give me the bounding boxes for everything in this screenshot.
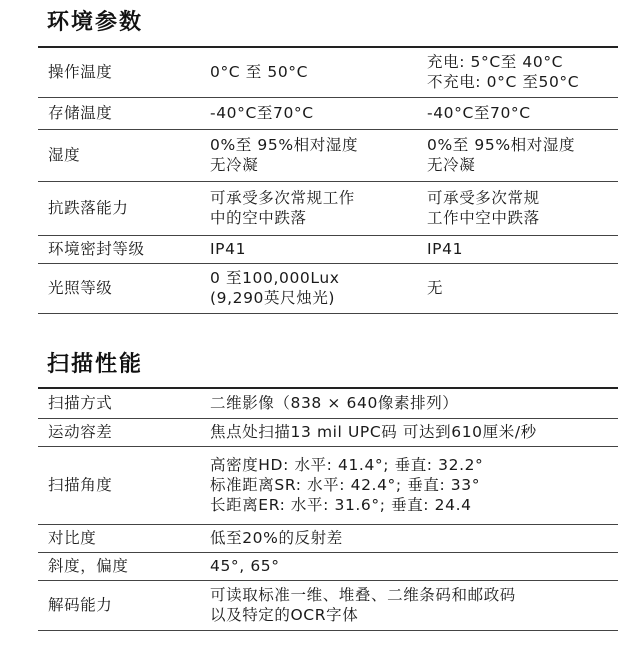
table-row bbox=[38, 552, 618, 580]
cell-col1 bbox=[200, 263, 417, 313]
cell-value bbox=[200, 446, 618, 524]
row-label: 运动容差 bbox=[48, 423, 113, 441]
row-label: 解码能力 bbox=[48, 596, 113, 614]
cell-col2 bbox=[417, 47, 618, 97]
table-row bbox=[38, 129, 618, 181]
table-row bbox=[38, 235, 618, 263]
row-label: 湿度 bbox=[48, 146, 81, 164]
cell-col2 bbox=[417, 235, 618, 263]
cell-col1 bbox=[200, 47, 417, 97]
table-row bbox=[38, 263, 618, 313]
env-section-title: 环境参数 bbox=[47, 10, 144, 35]
cell-line: 充电: 5°C至 40°C bbox=[427, 53, 564, 72]
cell-col2 bbox=[417, 129, 618, 181]
cell-line: 中的空中跌落 bbox=[210, 209, 307, 227]
cell-line: 不充电: 0°C 至50°C bbox=[427, 73, 580, 92]
cell-line: 低至20%的反射差 bbox=[210, 529, 343, 547]
cell-line: 0°C 至 50°C bbox=[210, 63, 309, 82]
cell-col2 bbox=[417, 181, 618, 235]
cell-line: 可承受多次常规工作 bbox=[210, 189, 355, 207]
row-label: 环境密封等级 bbox=[48, 240, 145, 258]
cell-line: 无冷凝 bbox=[210, 156, 259, 174]
scan-section-title: 扫描性能 bbox=[47, 352, 144, 377]
cell-col1 bbox=[200, 129, 417, 181]
cell-col1 bbox=[200, 235, 417, 263]
row-label: 操作温度 bbox=[48, 63, 113, 82]
scan-table bbox=[38, 387, 618, 631]
cell-line: 二维影像（838 × 640像素排列） bbox=[210, 394, 459, 413]
cell-value bbox=[200, 418, 618, 446]
cell-value bbox=[200, 524, 618, 552]
cell-line: 长距离ER: 水平: 31.6°; 垂直: 24.4 bbox=[210, 496, 472, 514]
env-table bbox=[38, 46, 618, 314]
row-label: 对比度 bbox=[48, 529, 97, 547]
cell-line: 标准距离SR: 水平: 42.4°; 垂直: 33° bbox=[210, 476, 481, 494]
cell-line: 工作中空中跌落 bbox=[427, 209, 540, 227]
cell-line: -40°C至70°C bbox=[210, 104, 314, 122]
row-label: 扫描方式 bbox=[48, 394, 113, 413]
table-row bbox=[38, 580, 618, 630]
cell-value bbox=[200, 552, 618, 580]
cell-line: 45°, 65° bbox=[210, 557, 280, 575]
cell-col1 bbox=[200, 181, 417, 235]
table-row bbox=[38, 446, 618, 524]
table-row bbox=[38, 418, 618, 446]
table-row bbox=[38, 181, 618, 235]
cell-line: 0 至100,000Lux bbox=[210, 269, 340, 287]
cell-line: 无冷凝 bbox=[427, 156, 476, 174]
cell-col1 bbox=[200, 97, 417, 129]
cell-line: 可承受多次常规 bbox=[427, 189, 540, 207]
cell-line: 焦点处扫描13 mil UPC码 可达到610厘米/秒 bbox=[210, 423, 537, 441]
cell-line: 无 bbox=[427, 279, 444, 297]
table-row bbox=[38, 388, 618, 418]
table-row bbox=[38, 47, 618, 97]
cell-line: IP41 bbox=[210, 240, 247, 258]
cell-value bbox=[200, 580, 618, 630]
cell-line: (9,290英尺烛光) bbox=[210, 289, 336, 307]
row-label: 扫描角度 bbox=[48, 476, 113, 494]
cell-col2 bbox=[417, 263, 618, 313]
cell-line: 可读取标准一维、堆叠、二维条码和邮政码 bbox=[210, 586, 516, 604]
cell-line: 高密度HD: 水平: 41.4°; 垂直: 32.2° bbox=[210, 456, 484, 474]
cell-line: 0%至 95%相对湿度 bbox=[427, 136, 576, 154]
row-label: 光照等级 bbox=[48, 279, 113, 297]
cell-line: 0%至 95%相对湿度 bbox=[210, 136, 359, 154]
cell-line: IP41 bbox=[427, 240, 464, 258]
row-label: 斜度，偏度 bbox=[48, 557, 129, 575]
table-row bbox=[38, 97, 618, 129]
cell-line: 以及特定的OCR字体 bbox=[210, 606, 359, 624]
cell-value bbox=[200, 388, 618, 418]
row-label: 抗跌落能力 bbox=[48, 199, 129, 217]
cell-col2 bbox=[417, 97, 618, 129]
table-row bbox=[38, 524, 618, 552]
row-label: 存储温度 bbox=[48, 104, 113, 122]
cell-line: -40°C至70°C bbox=[427, 104, 531, 122]
